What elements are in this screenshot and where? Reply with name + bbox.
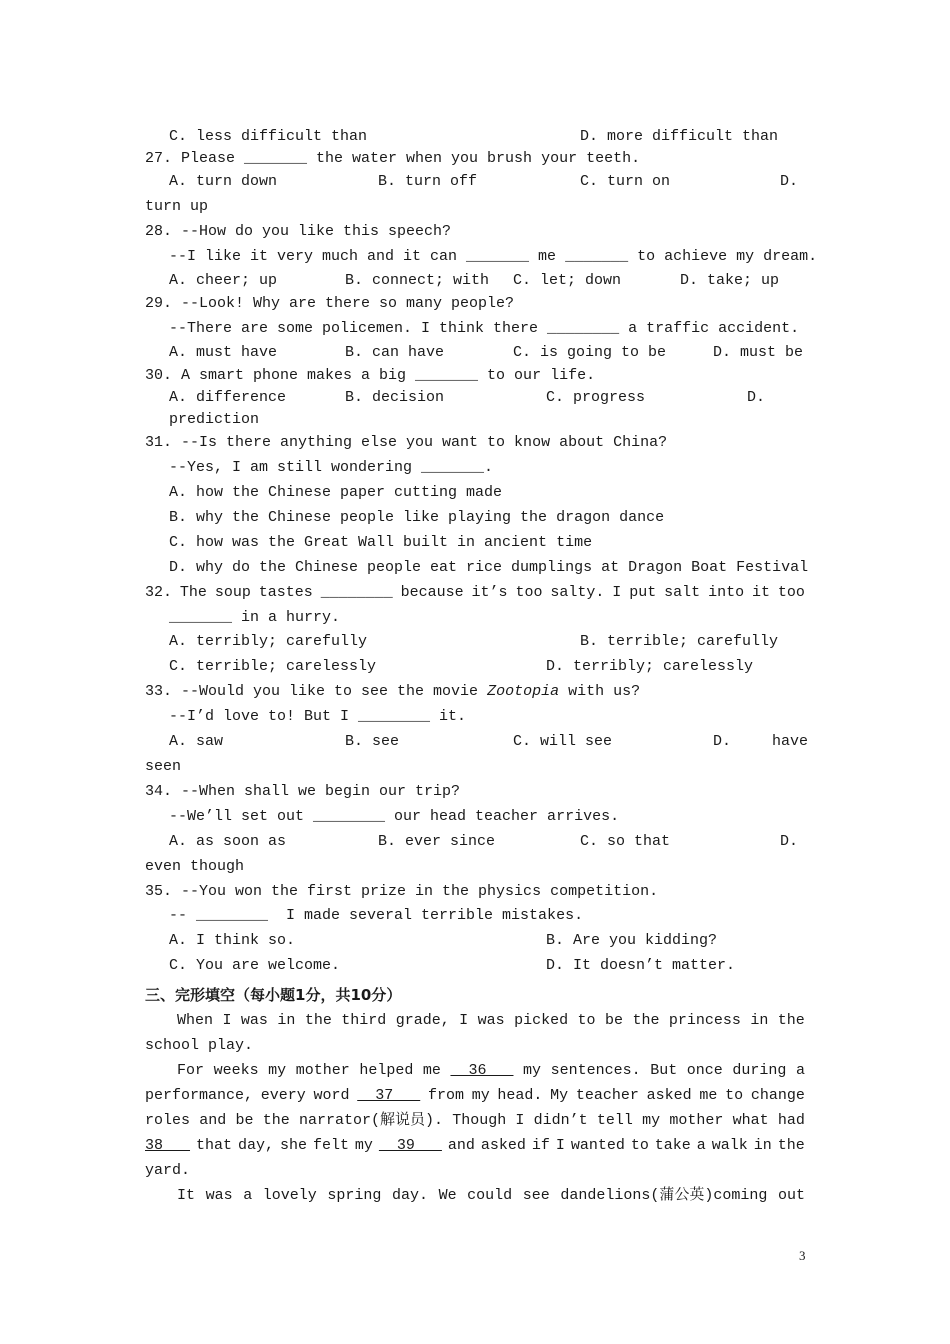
q27-option-d: D. — [780, 173, 799, 190]
page-number: 3 — [799, 1248, 806, 1263]
q32-stem — [145, 583, 805, 603]
q26-option-d: D. more difficult than — [580, 128, 779, 145]
word: put — [629, 584, 657, 601]
word: When — [177, 1012, 214, 1029]
q35-option-a: A. I think so. — [169, 932, 296, 949]
cloze-blank-38: 38 — [145, 1137, 191, 1154]
cloze-blank-36: 36 — [450, 1062, 514, 1079]
q33-option-d-text: seen — [145, 758, 182, 775]
q30-option-d-text: prediction — [169, 411, 260, 428]
word: and — [447, 1137, 475, 1154]
word: was — [240, 1012, 268, 1029]
word: word — [313, 1087, 350, 1104]
word: my — [268, 1062, 287, 1079]
word: spring — [327, 1187, 382, 1204]
word: my — [471, 1087, 490, 1104]
q35-reply: -- ________ I made several terrible mistakes. — [169, 907, 584, 924]
word: me — [699, 1087, 718, 1104]
q32-option-c: C. terrible; carelessly — [169, 658, 377, 675]
q35-option-d: D. It doesn’t matter. — [546, 957, 736, 974]
word: and — [199, 1112, 227, 1129]
word: mother — [669, 1112, 724, 1129]
word: roles — [145, 1112, 191, 1129]
q28-stem: 28. --How do you like this speech? — [145, 223, 452, 240]
word: a — [795, 1062, 805, 1079]
word: soup — [214, 584, 251, 601]
q35-option-c: C. You are welcome. — [169, 957, 341, 974]
q30-option-c: C. progress — [546, 389, 646, 406]
word: I — [612, 584, 622, 601]
q34-reply: --We’ll set out ________ our head teacher arrives. — [169, 808, 620, 825]
q34-option-b: B. ever since — [378, 833, 496, 850]
q30-stem: 30. A smart phone makes a big _______ to our life. — [145, 367, 596, 384]
passage-line — [145, 1136, 805, 1156]
q27-option-c: C. turn on — [580, 173, 671, 190]
q30-option-b: B. decision — [345, 389, 445, 406]
word: I — [222, 1012, 232, 1029]
q32-option-d: D. terribly; carelessly — [546, 658, 754, 675]
movie-title: Zootopia — [487, 683, 560, 700]
word: she — [279, 1137, 307, 1154]
word: asked — [480, 1137, 526, 1154]
word: I — [555, 1137, 565, 1154]
word: in — [277, 1012, 296, 1029]
word: the — [777, 1012, 805, 1029]
word: once — [686, 1062, 723, 1079]
q28-option-a: A. cheer; up — [169, 272, 278, 289]
q29-option-d: D. must be — [713, 344, 804, 361]
word: every — [260, 1087, 306, 1104]
word: head. — [497, 1087, 543, 1104]
word: take — [654, 1137, 691, 1154]
word: the — [304, 1012, 332, 1029]
q29-reply: --There are some policemen. I think there ________ a traffic accident. — [169, 320, 800, 337]
q33-option-a: A. saw — [169, 733, 224, 750]
word: if — [531, 1137, 550, 1154]
word: see — [522, 1187, 550, 1204]
q29-option-a: A. must have — [169, 344, 278, 361]
word: my — [354, 1137, 373, 1154]
section-heading: 三、完形填空（每小题1分，共10分） — [145, 986, 402, 1004]
q29-option-c: C. is going to be — [513, 344, 667, 361]
word: to — [630, 1137, 649, 1154]
q33-reply: --I’d love to! But I ________ it. — [169, 708, 467, 725]
q33-stem-post: with us? — [559, 683, 641, 700]
q33-option-b: B. see — [345, 733, 400, 750]
word: too — [777, 584, 805, 601]
word: ________ — [320, 584, 393, 601]
word: a — [243, 1187, 253, 1204]
q28-option-b: B. connect; with — [345, 272, 490, 289]
q27-option-a: A. turn down — [169, 173, 278, 190]
word: be — [604, 1012, 623, 1029]
passage-line: school play. — [145, 1037, 254, 1054]
q28-option-c: C. let; down — [513, 272, 622, 289]
word: because — [400, 584, 464, 601]
q27-option-b: B. turn off — [378, 173, 478, 190]
word: salty. — [550, 584, 605, 601]
word: the — [777, 1137, 805, 1154]
word: 32. — [145, 584, 173, 601]
passage-line — [145, 1086, 805, 1106]
q32-option-b: B. terrible; carefully — [580, 633, 779, 650]
q30-option-a: A. difference — [169, 389, 287, 406]
passage-line: yard. — [145, 1162, 191, 1179]
word: to — [725, 1087, 744, 1104]
word: during — [732, 1062, 787, 1079]
word: to — [577, 1012, 596, 1029]
q33-stem-pre: 33. --Would you like to see the movie — [145, 683, 488, 700]
q34-option-d-text: even though — [145, 858, 245, 875]
passage-line — [177, 1186, 805, 1206]
q31-option-b: B. why the Chinese people like playing the dragon dance — [169, 509, 665, 526]
q31-stem: 31. --Is there anything else you want to know about China? — [145, 434, 668, 451]
word: salt — [664, 584, 701, 601]
word: day. — [391, 1187, 428, 1204]
word: It — [177, 1187, 196, 1204]
q35-stem: 35. --You won the first prize in the physics competition. — [145, 883, 659, 900]
word: the — [262, 1112, 290, 1129]
word: was — [205, 1187, 233, 1204]
word: performance, — [145, 1087, 254, 1104]
word: weeks — [213, 1062, 259, 1079]
passage-line — [145, 1111, 805, 1131]
q31-option-d: D. why do the Chinese people eat rice dumplings at Dragon Boat Festival — [169, 559, 809, 576]
q27-stem: 27. Please _______ the water when you brush your teeth. — [145, 150, 641, 167]
word: out — [777, 1187, 805, 1204]
word: I — [459, 1012, 469, 1029]
q28-reply: --I like it very much and it can _______ me _______ to achieve my dream. — [169, 248, 818, 265]
q28-option-d: D. take; up — [680, 272, 780, 289]
q26-option-c: C. less difficult than — [169, 128, 368, 145]
word: day, — [237, 1137, 274, 1154]
q35-option-b: B. Are you kidding? — [546, 932, 718, 949]
word: felt — [312, 1137, 349, 1154]
q33-option-d-word: have — [772, 733, 809, 750]
word: We — [438, 1187, 457, 1204]
word: sentences. — [550, 1062, 641, 1079]
cloze-blank-39: 39 — [378, 1137, 442, 1154]
word: third — [341, 1012, 387, 1029]
word: narrator(解说员). — [298, 1112, 443, 1129]
word: that — [195, 1137, 232, 1154]
q34-option-c: C. so that — [580, 833, 671, 850]
word: me — [422, 1062, 441, 1079]
word: tastes — [258, 584, 313, 601]
word: mother — [295, 1062, 350, 1079]
word: I — [515, 1112, 525, 1129]
word: my — [523, 1062, 542, 1079]
word: princess — [668, 1012, 741, 1029]
q31-reply: --Yes, I am still wondering _______. — [169, 459, 494, 476]
word: wanted — [570, 1137, 625, 1154]
word: from — [427, 1087, 464, 1104]
word: could — [467, 1187, 513, 1204]
q33-option-c: C. will see — [513, 733, 613, 750]
q30-option-d: D. — [747, 389, 766, 406]
word: it — [751, 584, 770, 601]
word: But — [650, 1062, 678, 1079]
q31-option-c: C. how was the Great Wall built in ancient time — [169, 534, 593, 551]
word: Though — [452, 1112, 507, 1129]
q29-stem: 29. --Look! Why are there so many people? — [145, 295, 515, 312]
cloze-blank-37: 37 — [357, 1087, 421, 1104]
q33-option-d: D. — [713, 733, 732, 750]
word: it’s — [471, 584, 508, 601]
q29-option-b: B. can have — [345, 344, 445, 361]
word: lovely — [262, 1187, 317, 1204]
word: a — [696, 1137, 706, 1154]
word: into — [708, 584, 745, 601]
q27-option-d-text: turn up — [145, 198, 209, 215]
word: in — [753, 1137, 772, 1154]
word: had — [777, 1112, 805, 1129]
word: helped — [359, 1062, 414, 1079]
q34-option-d: D. — [780, 833, 799, 850]
word: what — [732, 1112, 769, 1129]
word: change — [750, 1087, 805, 1104]
passage-line — [177, 1061, 805, 1081]
word: My — [550, 1087, 569, 1104]
word: my — [642, 1112, 661, 1129]
word: dandelions(蒲公英)coming — [560, 1187, 768, 1204]
word: tell — [596, 1112, 633, 1129]
passage-line — [177, 1011, 805, 1031]
word: asked — [646, 1087, 692, 1104]
word: teacher — [575, 1087, 639, 1104]
word: picked — [514, 1012, 569, 1029]
word: For — [177, 1062, 205, 1079]
q34-stem: 34. --When shall we begin our trip? — [145, 783, 461, 800]
word: too — [515, 584, 543, 601]
word: The — [179, 584, 207, 601]
word: in — [750, 1012, 769, 1029]
word: be — [235, 1112, 254, 1129]
q32-stem-cont: _______ in a hurry. — [169, 609, 341, 626]
q34-option-a: A. as soon as — [169, 833, 287, 850]
word: walk — [711, 1137, 748, 1154]
q32-option-a: A. terribly; carefully — [169, 633, 368, 650]
q33-stem — [145, 682, 640, 702]
word: didn’t — [533, 1112, 588, 1129]
word: the — [632, 1012, 660, 1029]
word: grade, — [395, 1012, 450, 1029]
q31-option-a: A. how the Chinese paper cutting made — [169, 484, 503, 501]
word: was — [477, 1012, 505, 1029]
